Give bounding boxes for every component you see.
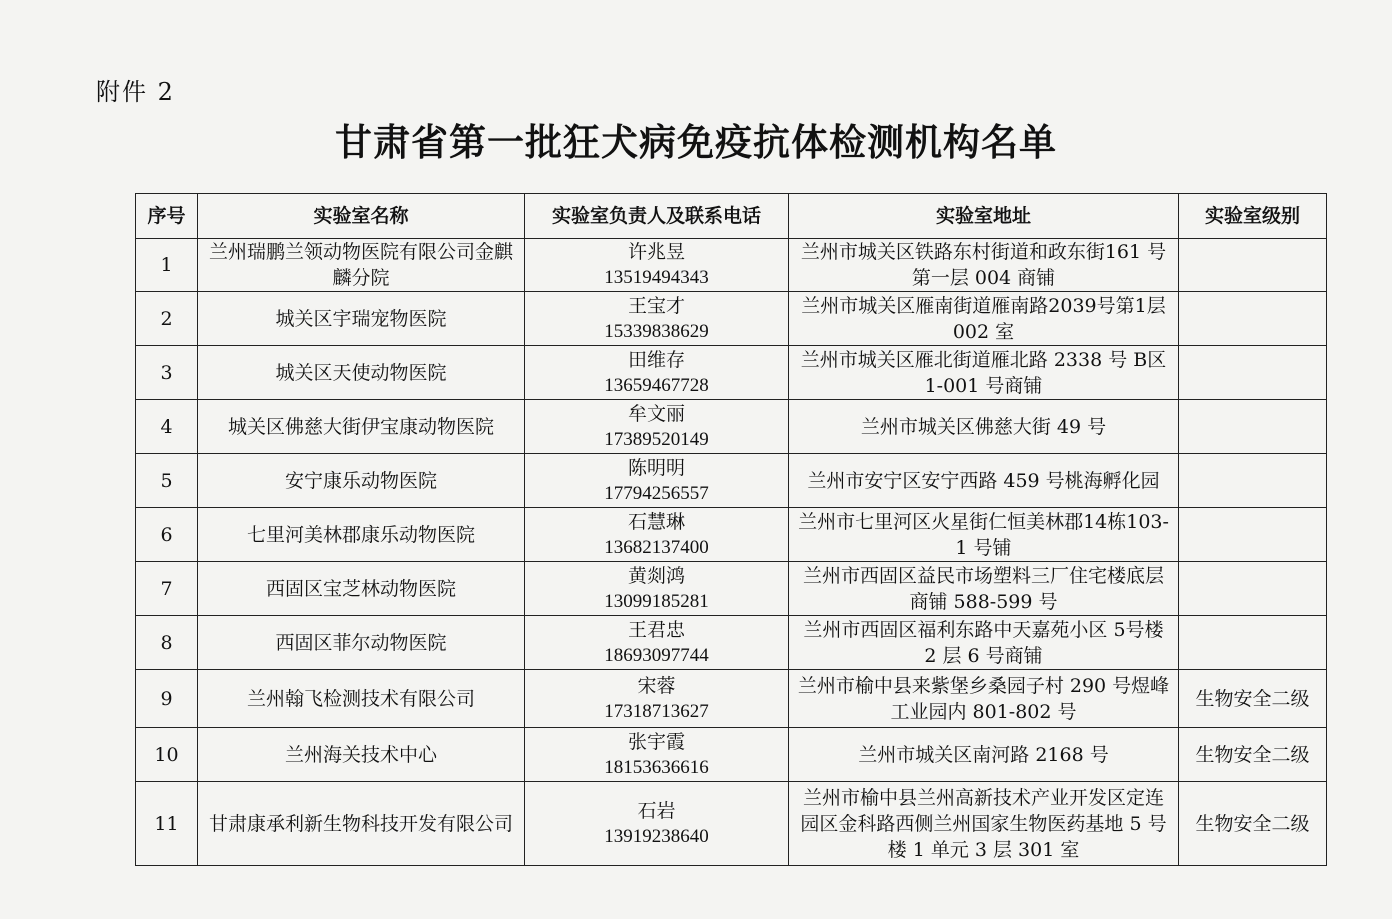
contact-phone: 15339838629 — [604, 320, 709, 342]
contact-person: 宋蓉 — [637, 674, 676, 697]
contact-person: 牟文丽 — [627, 402, 685, 425]
header-lab-name: 实验室名称 — [198, 194, 525, 239]
header-level: 实验室级别 — [1179, 194, 1327, 239]
row-lab-name: 兰州海关技术中心 — [198, 728, 525, 782]
contact-phone: 18693097744 — [604, 644, 709, 666]
attachment-label: 附件 2 — [96, 78, 175, 106]
row-level — [1179, 454, 1327, 508]
row-contact — [525, 292, 789, 346]
row-contact — [525, 239, 789, 292]
table-row — [136, 670, 1327, 728]
table-row — [136, 239, 1327, 292]
row-serial: 10 — [136, 728, 198, 782]
row-contact — [525, 562, 789, 616]
contact-person: 黄剡鸿 — [627, 564, 685, 587]
row-address: 兰州市城关区佛慈大街 49 号 — [789, 400, 1179, 454]
contact-person: 王宝才 — [627, 294, 685, 317]
contact-person: 许兆昱 — [627, 241, 685, 263]
row-lab-name: 西固区宝芝林动物医院 — [198, 562, 525, 616]
document-title: 甘肃省第一批狂犬病免疫抗体检测机构名单 — [335, 121, 1057, 164]
contact-phone: 17318713627 — [604, 700, 709, 722]
row-level: 生物安全二级 — [1179, 728, 1327, 782]
table-header-row — [136, 194, 1327, 239]
row-level — [1179, 239, 1327, 292]
row-address: 兰州市城关区铁路东村街道和政东街161 号第一层 004 商铺 — [789, 239, 1179, 292]
row-contact — [525, 346, 789, 400]
row-address: 兰州市城关区南河路 2168 号 — [789, 728, 1179, 782]
row-level — [1179, 562, 1327, 616]
row-address: 兰州市西固区福利东路中天嘉苑小区 5号楼 2 层 6 号商铺 — [789, 616, 1179, 670]
contact-phone: 13682137400 — [604, 536, 709, 558]
row-lab-name: 西固区菲尔动物医院 — [198, 616, 525, 670]
row-lab-name: 七里河美林郡康乐动物医院 — [198, 508, 525, 562]
contact-person: 陈明明 — [627, 456, 685, 479]
header-contact: 实验室负责人及联系电话 — [525, 194, 789, 239]
row-level: 生物安全二级 — [1179, 670, 1327, 728]
table-body — [136, 239, 1327, 866]
table-row — [136, 782, 1327, 866]
row-level — [1179, 616, 1327, 670]
row-lab-name: 兰州翰飞检测技术有限公司 — [198, 670, 525, 728]
row-serial: 6 — [136, 508, 198, 562]
header-address: 实验室地址 — [789, 194, 1179, 239]
row-contact — [525, 616, 789, 670]
row-serial: 1 — [136, 239, 198, 292]
row-serial: 5 — [136, 454, 198, 508]
row-serial: 4 — [136, 400, 198, 454]
row-lab-name: 城关区宇瑞宠物医院 — [198, 292, 525, 346]
row-address: 兰州市城关区雁南街道雁南路2039号第1层 002 室 — [789, 292, 1179, 346]
institution-table — [135, 193, 1327, 866]
row-contact — [525, 400, 789, 454]
contact-person: 王君忠 — [627, 618, 685, 641]
table-row — [136, 292, 1327, 346]
row-contact — [525, 782, 789, 866]
row-contact — [525, 670, 789, 728]
contact-phone: 17389520149 — [604, 428, 709, 450]
contact-phone: 13919238640 — [604, 825, 709, 847]
header-serial: 序号 — [136, 194, 198, 239]
contact-phone: 13519494343 — [604, 267, 709, 288]
row-lab-name: 兰州瑞鹏兰领动物医院有限公司金麒麟分院 — [198, 239, 525, 292]
row-serial: 11 — [136, 782, 198, 866]
row-level — [1179, 508, 1327, 562]
contact-phone: 18153636616 — [604, 756, 709, 778]
row-contact — [525, 454, 789, 508]
row-lab-name: 安宁康乐动物医院 — [198, 454, 525, 508]
row-contact — [525, 728, 789, 782]
row-address: 兰州市西固区益民市场塑料三厂住宅楼底层商铺 588-599 号 — [789, 562, 1179, 616]
row-level: 生物安全二级 — [1179, 782, 1327, 866]
row-serial: 9 — [136, 670, 198, 728]
table-row — [136, 454, 1327, 508]
table-row — [136, 400, 1327, 454]
row-serial: 3 — [136, 346, 198, 400]
row-serial: 8 — [136, 616, 198, 670]
row-lab-name: 甘肃康承利新生物科技开发有限公司 — [198, 782, 525, 866]
row-serial: 7 — [136, 562, 198, 616]
row-level — [1179, 292, 1327, 346]
contact-phone: 13099185281 — [604, 590, 709, 612]
row-address: 兰州市城关区雁北街道雁北路 2338 号 B区 1-001 号商铺 — [789, 346, 1179, 400]
row-serial: 2 — [136, 292, 198, 346]
row-address: 兰州市榆中县兰州高新技术产业开发区定连园区金科路西侧兰州国家生物医药基地 5 号楼 1 单元 3 层 301 室 — [789, 782, 1179, 866]
table-row — [136, 562, 1327, 616]
contact-person: 石慧琳 — [627, 510, 685, 533]
row-contact — [525, 508, 789, 562]
row-address: 兰州市七里河区火星街仁恒美林郡14栋103-1 号铺 — [789, 508, 1179, 562]
row-lab-name: 城关区天使动物医院 — [198, 346, 525, 400]
contact-person: 张宇霞 — [627, 730, 685, 753]
table-row — [136, 728, 1327, 782]
contact-person: 石岩 — [637, 799, 676, 822]
table-row — [136, 616, 1327, 670]
contact-phone: 17794256557 — [604, 482, 709, 504]
table-row — [136, 508, 1327, 562]
contact-phone: 13659467728 — [604, 374, 709, 396]
row-address: 兰州市安宁区安宁西路 459 号桃海孵化园 — [789, 454, 1179, 508]
row-level — [1179, 346, 1327, 400]
row-level — [1179, 400, 1327, 454]
table-row — [136, 346, 1327, 400]
contact-person: 田维存 — [627, 348, 685, 371]
row-address: 兰州市榆中县来紫堡乡桑园子村 290 号煜峰工业园内 801-802 号 — [789, 670, 1179, 728]
row-lab-name: 城关区佛慈大街伊宝康动物医院 — [198, 400, 525, 454]
